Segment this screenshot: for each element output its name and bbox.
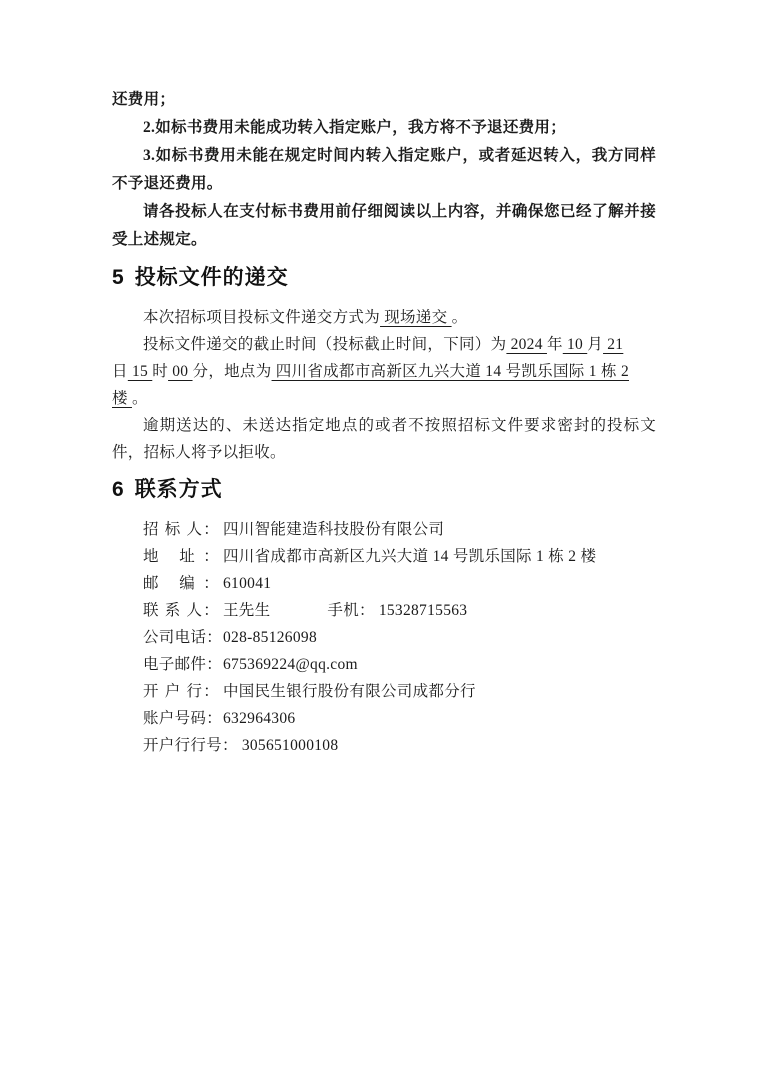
contact-label: 联 系 人： [143,602,219,619]
carryover-line: 还费用； [112,91,176,108]
fill-in-underlined-text: 四川省成都市高新区九兴大道 14 号凯乐国际 1 栋 2 [271,363,629,380]
text-segment: 日 [112,363,128,380]
mobile-label: 手机： [327,602,375,619]
fee-rules-paragraphs [112,86,656,254]
text-segment: 投标文件递交的截止时间（投标截止时间，下同）为 [143,336,507,353]
contact-value: 305651000108 [241,737,339,754]
fill-in-underlined-text: 楼 [112,390,132,407]
section-5-number: 5 [112,266,124,289]
deadline-line-2 [112,358,656,385]
contact-row-postcode [143,570,656,597]
fill-in-underlined-text: 21 [603,336,624,353]
contact-label: 邮 编： [143,575,219,592]
contact-info-block [143,516,656,759]
text-segment: 年 [546,336,563,353]
contact-label: 账户号码： [143,710,223,727]
contact-label: 招 标 人： [143,521,219,538]
fee-rule-item-3: 3.如标书费用未能在规定时间内转入指定账户，或者延迟转入，我方同样不予退还费用。 [112,147,656,192]
fill-in-underlined-text: 现场递交 [380,309,452,326]
fill-in-underlined-text: 15 [127,363,153,380]
text-segment: 月 [587,336,604,353]
section-5-heading [112,263,656,293]
contact-row-bank-code [143,732,656,759]
submission-method-line [112,304,656,331]
contact-value: 四川智能建造科技股份有限公司 [223,521,445,538]
deadline-line-3 [112,385,656,412]
contact-row-contact-person [143,597,656,624]
contact-value: 028-85126098 [223,629,318,646]
text-segment: 分，地点为 [192,363,272,380]
section-5-title: 投标文件的递交 [134,266,289,289]
contact-row-email [143,651,656,678]
section-5-body [112,304,656,466]
contact-label: 开户行行号： [143,737,238,754]
section-6-title: 联系方式 [134,478,223,501]
text-segment: 。 [451,309,468,326]
contact-row-company-phone [143,624,656,651]
contact-row-address [143,543,656,570]
contact-label: 开 户 行： [143,683,219,700]
contact-row-bank [143,678,656,705]
contact-value: 610041 [223,575,272,592]
contact-value: 632964306 [223,710,296,727]
section-6-number: 6 [112,478,124,501]
contact-value: 中国民生银行股份有限公司成都分行 [223,683,476,700]
contact-label: 电子邮件： [143,656,223,673]
contact-row-tenderer [143,516,656,543]
mobile-value: 15328715563 [378,602,468,619]
section-6-heading [112,475,656,505]
contact-value: 四川省成都市高新区九兴大道 14 号凯乐国际 1 栋 2 楼 [223,548,597,565]
late-submission-paragraph: 逾期送达的、未送达指定地点的或者不按照招标文件要求密封的投标文件，招标人将予以拒收。 [112,417,656,461]
fill-in-underlined-text: 10 [562,336,588,353]
fill-in-underlined-text: 00 [168,363,193,380]
contact-value: 675369224@qq.com [223,656,358,673]
text-segment: 时 [152,363,169,380]
contact-label: 公司电话： [143,629,223,646]
page-content [112,86,656,759]
fee-rule-item-2: 2.如标书费用未能成功转入指定账户，我方将不予退还费用； [143,119,567,136]
fee-rule-notice: 请各投标人在支付标书费用前仔细阅读以上内容，并确保您已经了解并接受上述规定。 [112,203,656,248]
text-segment: 本次招标项目投标文件递交方式为 [143,309,381,326]
contact-label: 地 址： [143,548,219,565]
contact-value: 王先生 [223,602,271,619]
text-segment: 。 [131,390,148,407]
fill-in-underlined-text: 2024 [506,336,547,353]
deadline-line-1 [112,331,656,358]
contact-row-account-number [143,705,656,732]
